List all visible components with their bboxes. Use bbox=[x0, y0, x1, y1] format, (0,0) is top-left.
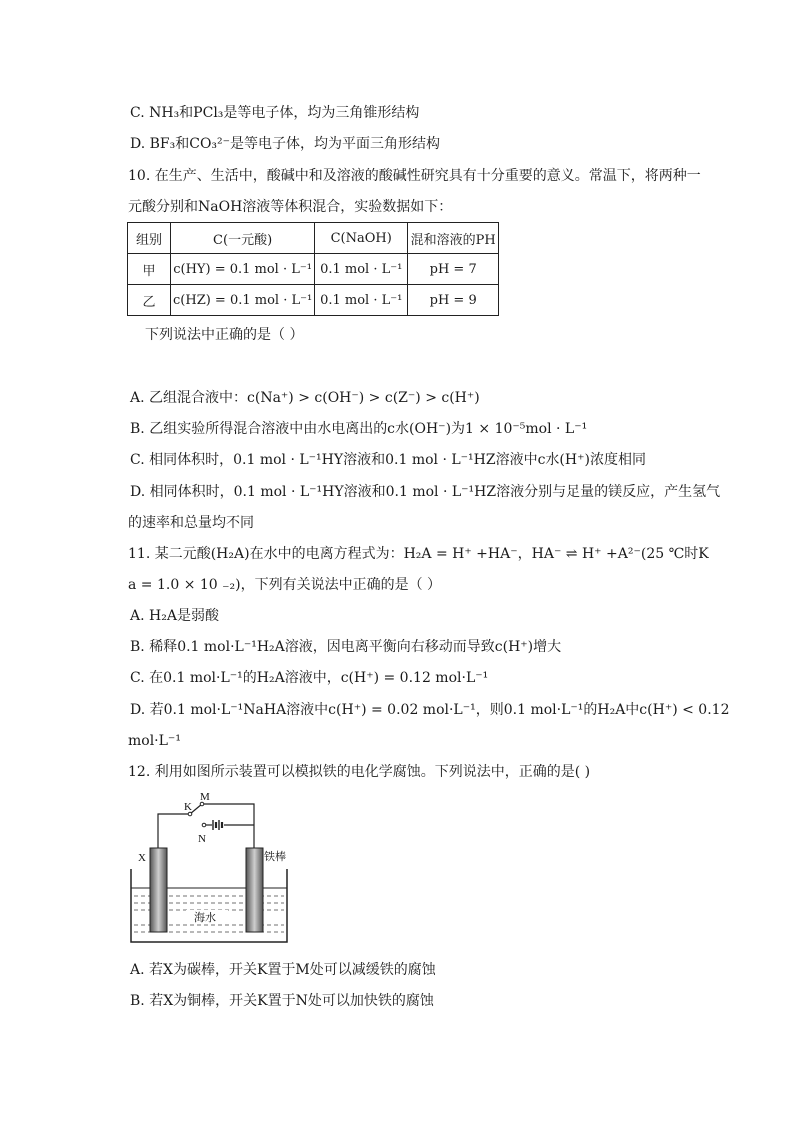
label-m: M bbox=[200, 791, 210, 803]
table-row bbox=[128, 254, 499, 285]
option-a-q10: A. 乙组混合液中：c(Na⁺) > c(OH⁻) > c(Z⁻) > c(H⁺) bbox=[130, 390, 480, 406]
table-header-cell: C(NaOH) bbox=[315, 223, 408, 254]
experiment-table bbox=[127, 222, 499, 316]
option-a-q11: A. H₂A是弱酸 bbox=[130, 608, 219, 624]
question-10-prompt: 下列说法中正确的是（ ） bbox=[145, 327, 304, 343]
table-cell: c(HZ) = 0.1 mol · L⁻¹ bbox=[171, 285, 315, 316]
table-row bbox=[128, 285, 499, 316]
battery-icon bbox=[213, 820, 222, 830]
option-a-q12: A. 若X为碳棒，开关K置于M处可以减缓铁的腐蚀 bbox=[130, 962, 436, 978]
option-d-q10-line2: 的速率和总量均不同 bbox=[128, 515, 254, 531]
option-d-q11-line2: mol·L⁻¹ bbox=[128, 733, 181, 749]
label-k: K bbox=[184, 801, 192, 813]
option-b-q11: B. 稀释0.1 mol·L⁻¹H₂A溶液，因电离平衡向右移动而导致c(H⁺)增大 bbox=[130, 639, 562, 655]
table-cell: 乙 bbox=[128, 285, 171, 316]
table-cell: 0.1 mol · L⁻¹ bbox=[315, 254, 408, 285]
contact-n bbox=[202, 823, 206, 827]
option-c-q10: C. 相同体积时，0.1 mol · L⁻¹HY溶液和0.1 mol · L⁻¹HZ溶液中c水(H⁺)浓度相同 bbox=[130, 452, 646, 468]
question-12-stem: 12. 利用如图所示装置可以模拟铁的电化学腐蚀。下列说法中，正确的是( ) bbox=[128, 764, 591, 780]
question-10-stem-line2: 元酸分别和NaOH溶液等体积混合，实验数据如下： bbox=[128, 199, 453, 215]
option-b-q12: B. 若X为铜棒，开关K置于N处可以加快铁的腐蚀 bbox=[130, 993, 434, 1009]
table-cell: 甲 bbox=[128, 254, 171, 285]
option-d-q9: D. BF₃和CO₃²⁻是等电子体，均为平面三角形结构 bbox=[130, 136, 441, 152]
option-d-q11-line1: D. 若0.1 mol·L⁻¹NaHA溶液中c(H⁺) = 0.02 mol·L⁻¹，则0.1 mol·L⁻¹的H₂A中c(H⁺) < 0.12 bbox=[130, 702, 730, 718]
table-header-cell: 混和溶液的PH bbox=[408, 223, 499, 254]
iron-rod bbox=[246, 848, 263, 932]
electrochem-corrosion-diagram bbox=[128, 790, 298, 950]
option-d-q10-line1: D. 相同体积时，0.1 mol · L⁻¹HY溶液和0.1 mol · L⁻¹HZ溶液分别与足量的镁反应，产生氢气 bbox=[130, 484, 721, 500]
electrode-x bbox=[150, 848, 167, 932]
option-c-q9: C. NH₃和PCl₃是等电子体，均为三角锥形结构 bbox=[130, 105, 420, 121]
option-b-q10: B. 乙组实验所得混合溶液中由水电离出的c水(OH⁻)为1 × 10⁻⁵mol · L⁻¹ bbox=[130, 421, 588, 437]
table-header-row bbox=[128, 223, 499, 254]
table-cell: pH = 9 bbox=[408, 285, 499, 316]
table-cell: c(HY) = 0.1 mol · L⁻¹ bbox=[171, 254, 315, 285]
label-seawater: 海水 bbox=[194, 912, 216, 924]
table-cell: pH = 7 bbox=[408, 254, 499, 285]
question-10-stem-line1: 10. 在生产、生活中，酸碱中和及溶液的酸碱性研究具有十分重要的意义。常温下，将两种一 bbox=[128, 168, 701, 184]
table-header-cell: 组别 bbox=[128, 223, 171, 254]
question-11-stem-line2: a = 1.0 × 10 ₋₂)，下列有关说法中正确的是（ ） bbox=[128, 577, 442, 593]
table-cell: 0.1 mol · L⁻¹ bbox=[315, 285, 408, 316]
table-header-cell: C(一元酸) bbox=[171, 223, 315, 254]
label-iron-rod: 铁棒 bbox=[264, 851, 286, 863]
question-11-stem-line1: 11. 某二元酸(H₂A)在水中的电离方程式为：H₂A = H⁺ +HA⁻，HA⁻ ⇌ H⁺ +A²⁻(25 ℃时K bbox=[128, 546, 709, 562]
label-x: X bbox=[138, 852, 146, 864]
option-c-q11: C. 在0.1 mol·L⁻¹的H₂A溶液中，c(H⁺) = 0.12 mol·L⁻¹ bbox=[130, 670, 489, 686]
label-n: N bbox=[198, 833, 206, 845]
